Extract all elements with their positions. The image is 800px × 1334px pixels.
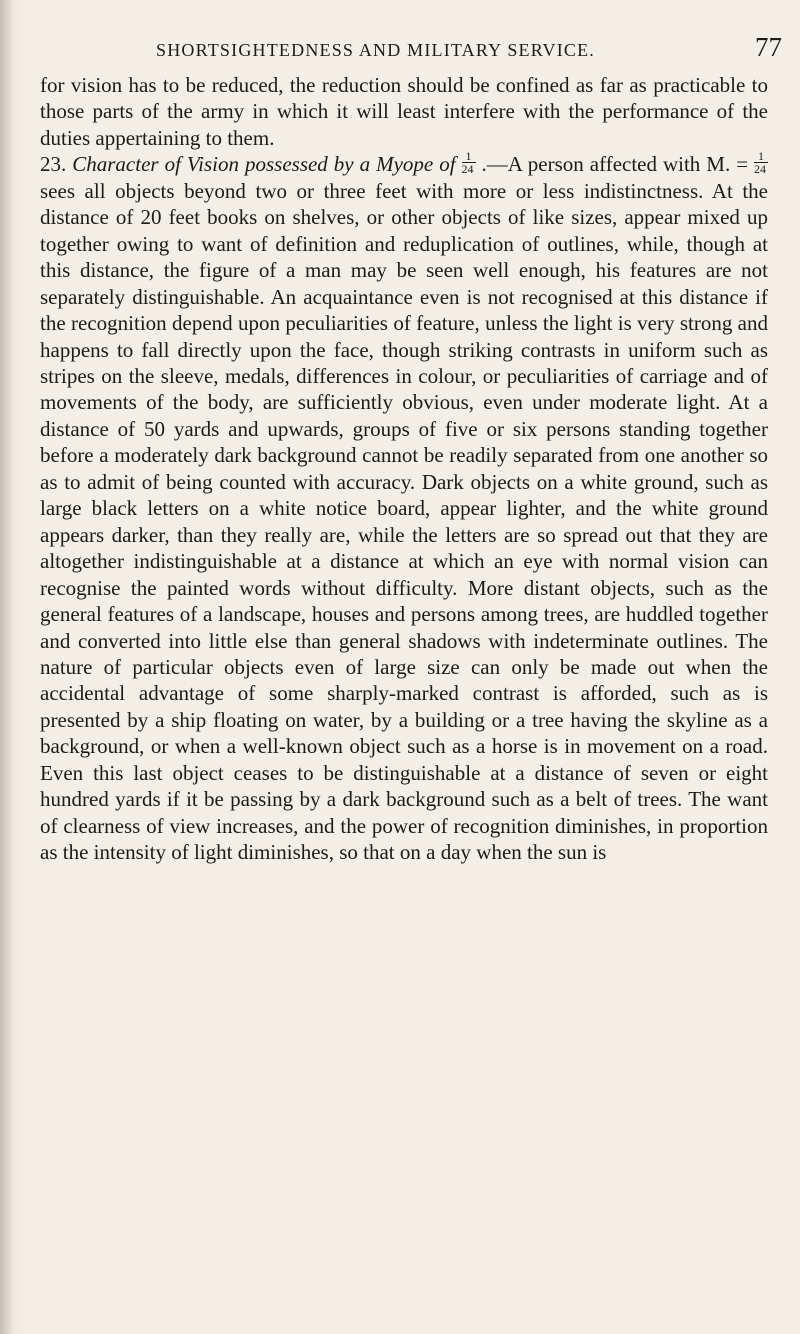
page-number: 77 — [755, 32, 782, 62]
heading-fraction-numerator: 1 — [465, 149, 472, 164]
myopia-fraction — [754, 149, 768, 177]
page-body — [40, 72, 768, 866]
running-title: SHORTSIGHTEDNESS AND MILITARY SERVICE. — [156, 40, 595, 60]
paragraph-section-23 — [40, 151, 768, 865]
section-heading-tail: .—A person affected with M. = — [481, 152, 749, 177]
heading-fraction-denominator: 24 — [461, 162, 474, 177]
section-heading: Character of Vision possessed by a Myope of — [72, 152, 456, 177]
running-head — [156, 32, 796, 72]
heading-fraction — [461, 149, 476, 177]
section-number: 23. — [40, 152, 67, 177]
spine-shadow — [0, 0, 14, 1334]
section-body-text: sees all objects beyond two or three feet with more or less indistinctness. At the distance of 20 feet books on shelves, or other objects of like sizes, appear mixed up together owing to want of definition and reduplication of outlines, while, though at this distance, the figure of a man may be seen well enough, his features are not separately distinguishable. An acquaintance even is not recognised at this distance if the recognition depend upon peculiarities of feature, unless the light is very strong and happens to fall directly upon the face, though striking contrasts in uniform such as stripes on the sleeve, medals, differences in colour, or peculiarities of carriage and of movements of the body, are sufficiently obvious, even under moderate light. At a distance of 50 yards and upwards, groups of five or six persons standing together before a moderately dark background cannot be readily separated from one another so as to admit of being counted with accuracy. Dark objects on a white ground, such as large black letters on a white notice board, appear lighter, and the white ground appears darker, than they really are, while the letters are so spread out that they are altogether indistinguishable at a distance at which an eye with normal vision can recognise the painted words without difficulty. More distant objects, such as the general features of a landscape, houses and persons among trees, are huddled together and converted into little else than general shadows with indeterminate outlines. The nature of particular objects even of large size can only be made out when the accidental advantage of some sharply-marked contrast is afforded, such as is presented by a ship floating on water, by a building or a tree having the skyline as a background, or when a well-known object such as a horse is in movement on a road. Even this last object ceases to be distinguishable at a distance of seven or eight hundred yards if it be passing by a dark background such as a belt of trees. The want of clearness of view increases, and the power of recognition diminishes, in proportion as the intensity of light diminishes, so that on a day when the sun is — [40, 178, 768, 865]
myopia-fraction-denominator: 24 — [754, 162, 767, 177]
myopia-fraction-numerator: 1 — [758, 149, 765, 164]
paragraph-continuation: for vision has to be reduced, the reduction should be confined as far as practicable to those parts of the army in which it will least interfere with the performance of the duties appertaining to them. — [40, 73, 768, 150]
